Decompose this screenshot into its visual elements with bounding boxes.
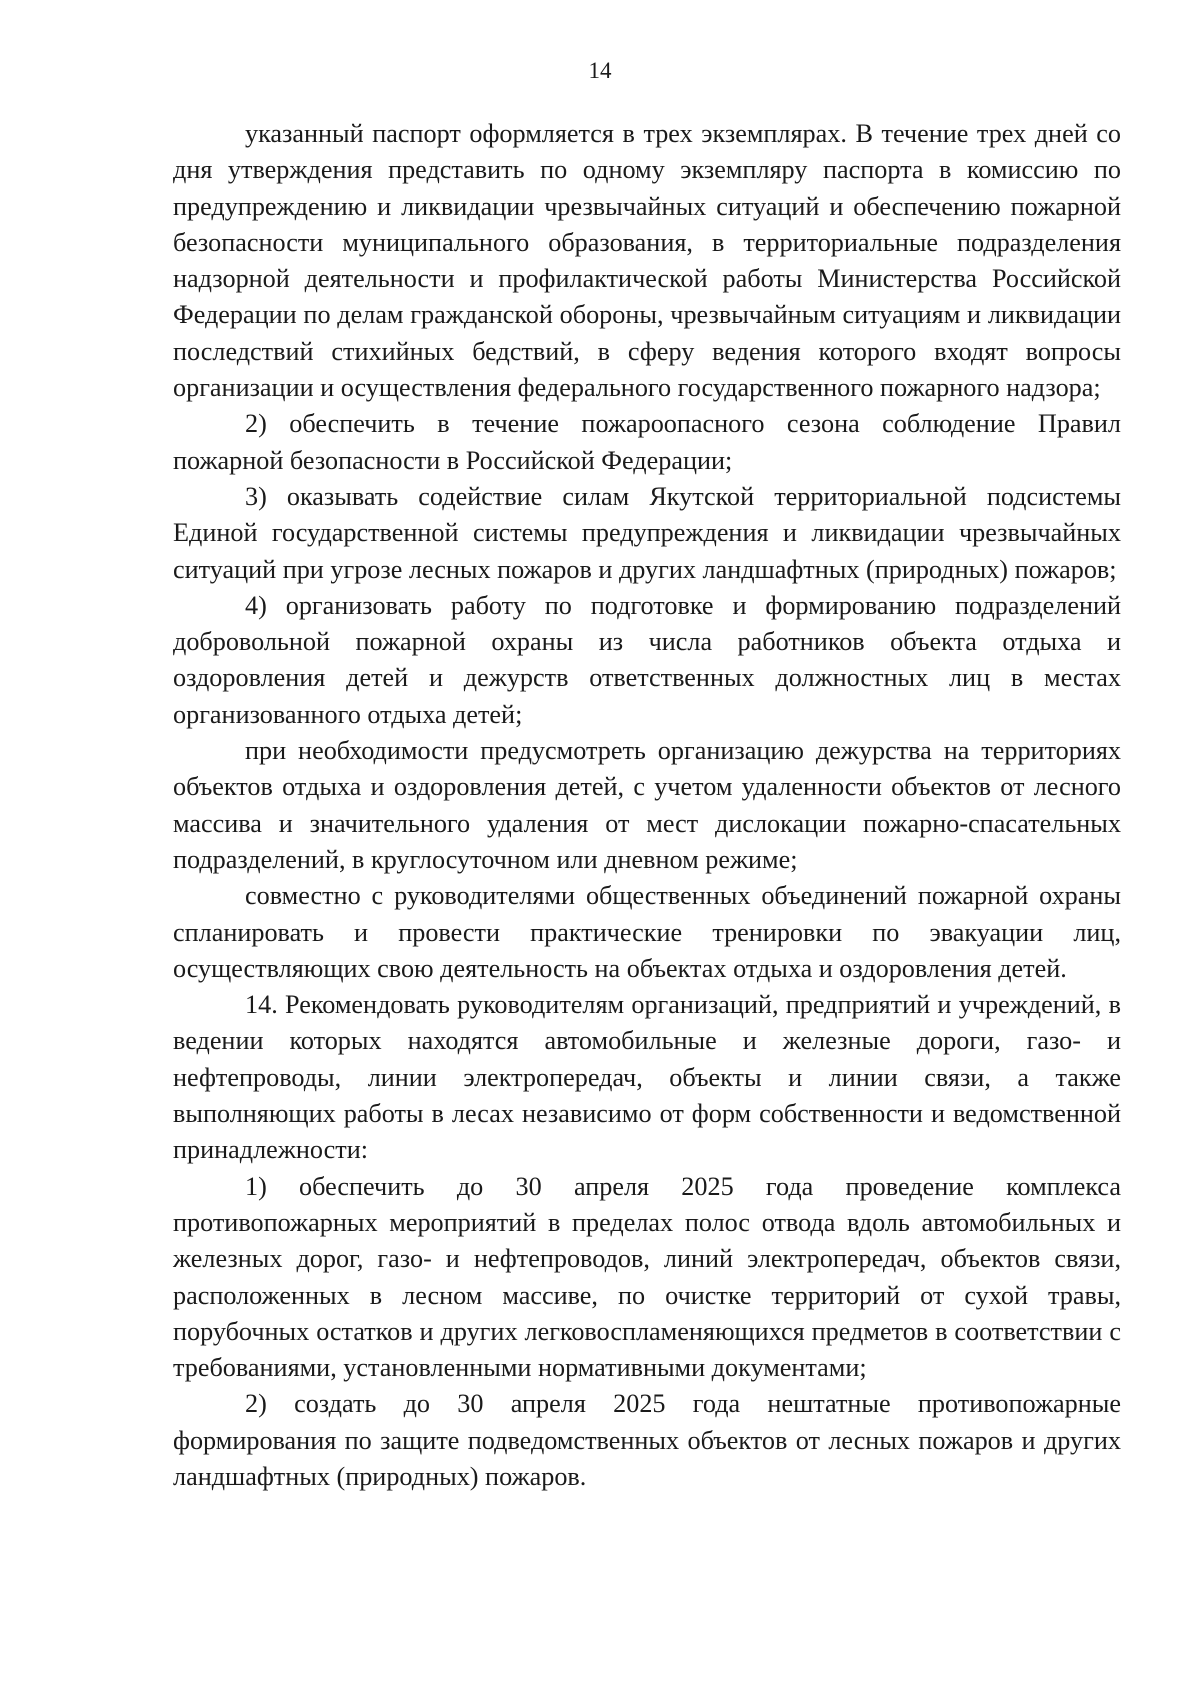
paragraph-item-3-assist-yakut-subsystem: 3) оказывать содействие силам Якутской территориальной подсистемы Единой государственной системы предупреждения и ликвидации чрезвычайных ситуаций при угрозе лесных пожаров и других ландшафтных (природных) пожаров; [173,481,1121,584]
document-body [173,116,1121,1495]
paragraph-passport-continuation: указанный паспорт оформляется в трех экземплярах. В течение трех дней со дня утверждения представить по одному экземпляру паспорта в комиссию по предупреждению и ликвидации чрезвычайных ситуаций и обеспечению пожарной безопасности муниципального образования, в территориальные подразделения надзорной деятельности и профилактической работы Министерства Российской Федерации по делам гражданской обороны, чрезвычайным ситуациям и ликвидации последствий стихийных бедствий, в сферу ведения которого входят вопросы организации и осуществления федерального государственного пожарного надзора; [173,119,1121,403]
paragraph-14-item-1-right-of-way-clearing: 1) обеспечить до 30 апреля 2025 года проведение комплекса противопожарных мероприятий в пределах полос отвода вдоль автомобильных и железных дорог, газо- и нефтепроводов, линий электропередач, объектов связи, расположенных в лесном массиве, по очистке территорий от сухой травы, порубочных остатков и других легковоспламеняющихся предметов в соответствии с требованиями, установленными нормативными документами; [173,1171,1121,1383]
paragraph-14-recommend-organizations: 14. Рекомендовать руководителям организаций, предприятий и учреждений, в ведении которых находятся автомобильные и железные дороги, газо- и нефтепроводы, линии электропередач, объекты и линии связи, а также выполняющих работы в лесах независимо от форм собственности и ведомственной принадлежности: [173,990,1121,1165]
paragraph-evacuation-training: совместно с руководителями общественных объединений пожарной охраны спланировать и провести практические тренировки по эвакуации лиц, осуществляющих свою деятельность на объектах отдыха и оздоровления детей. [173,881,1121,983]
paragraph-item-4-volunteer-fire-units: 4) организовать работу по подготовке и формированию подразделений добровольной пожарной охраны из числа работников объекта отдыха и оздоровления детей и дежурств ответственных должностных лиц в местах организованного отдыха детей; [173,590,1121,729]
page-number: 14 [588,58,612,83]
paragraph-item-2-fire-safety-rules: 2) обеспечить в течение пожароопасного сезона соблюдение Правил пожарной безопасности в Российской Федерации; [173,409,1121,475]
paragraph-duty-on-territories: при необходимости предусмотреть организацию дежурства на территориях объектов отдыха и оздоровления детей, с учетом удаленности объектов от лесного массива и значительного удаления от мест дислокации пожарно-спасательных подразделений, в круглосуточном или дневном режиме; [173,736,1121,874]
paragraph-14-item-2-fire-formations: 2) создать до 30 апреля 2025 года нештатные противопожарные формирования по защите подведомственных объектов от лесных пожаров и других ландшафтных (природных) пожаров. [173,1389,1121,1491]
